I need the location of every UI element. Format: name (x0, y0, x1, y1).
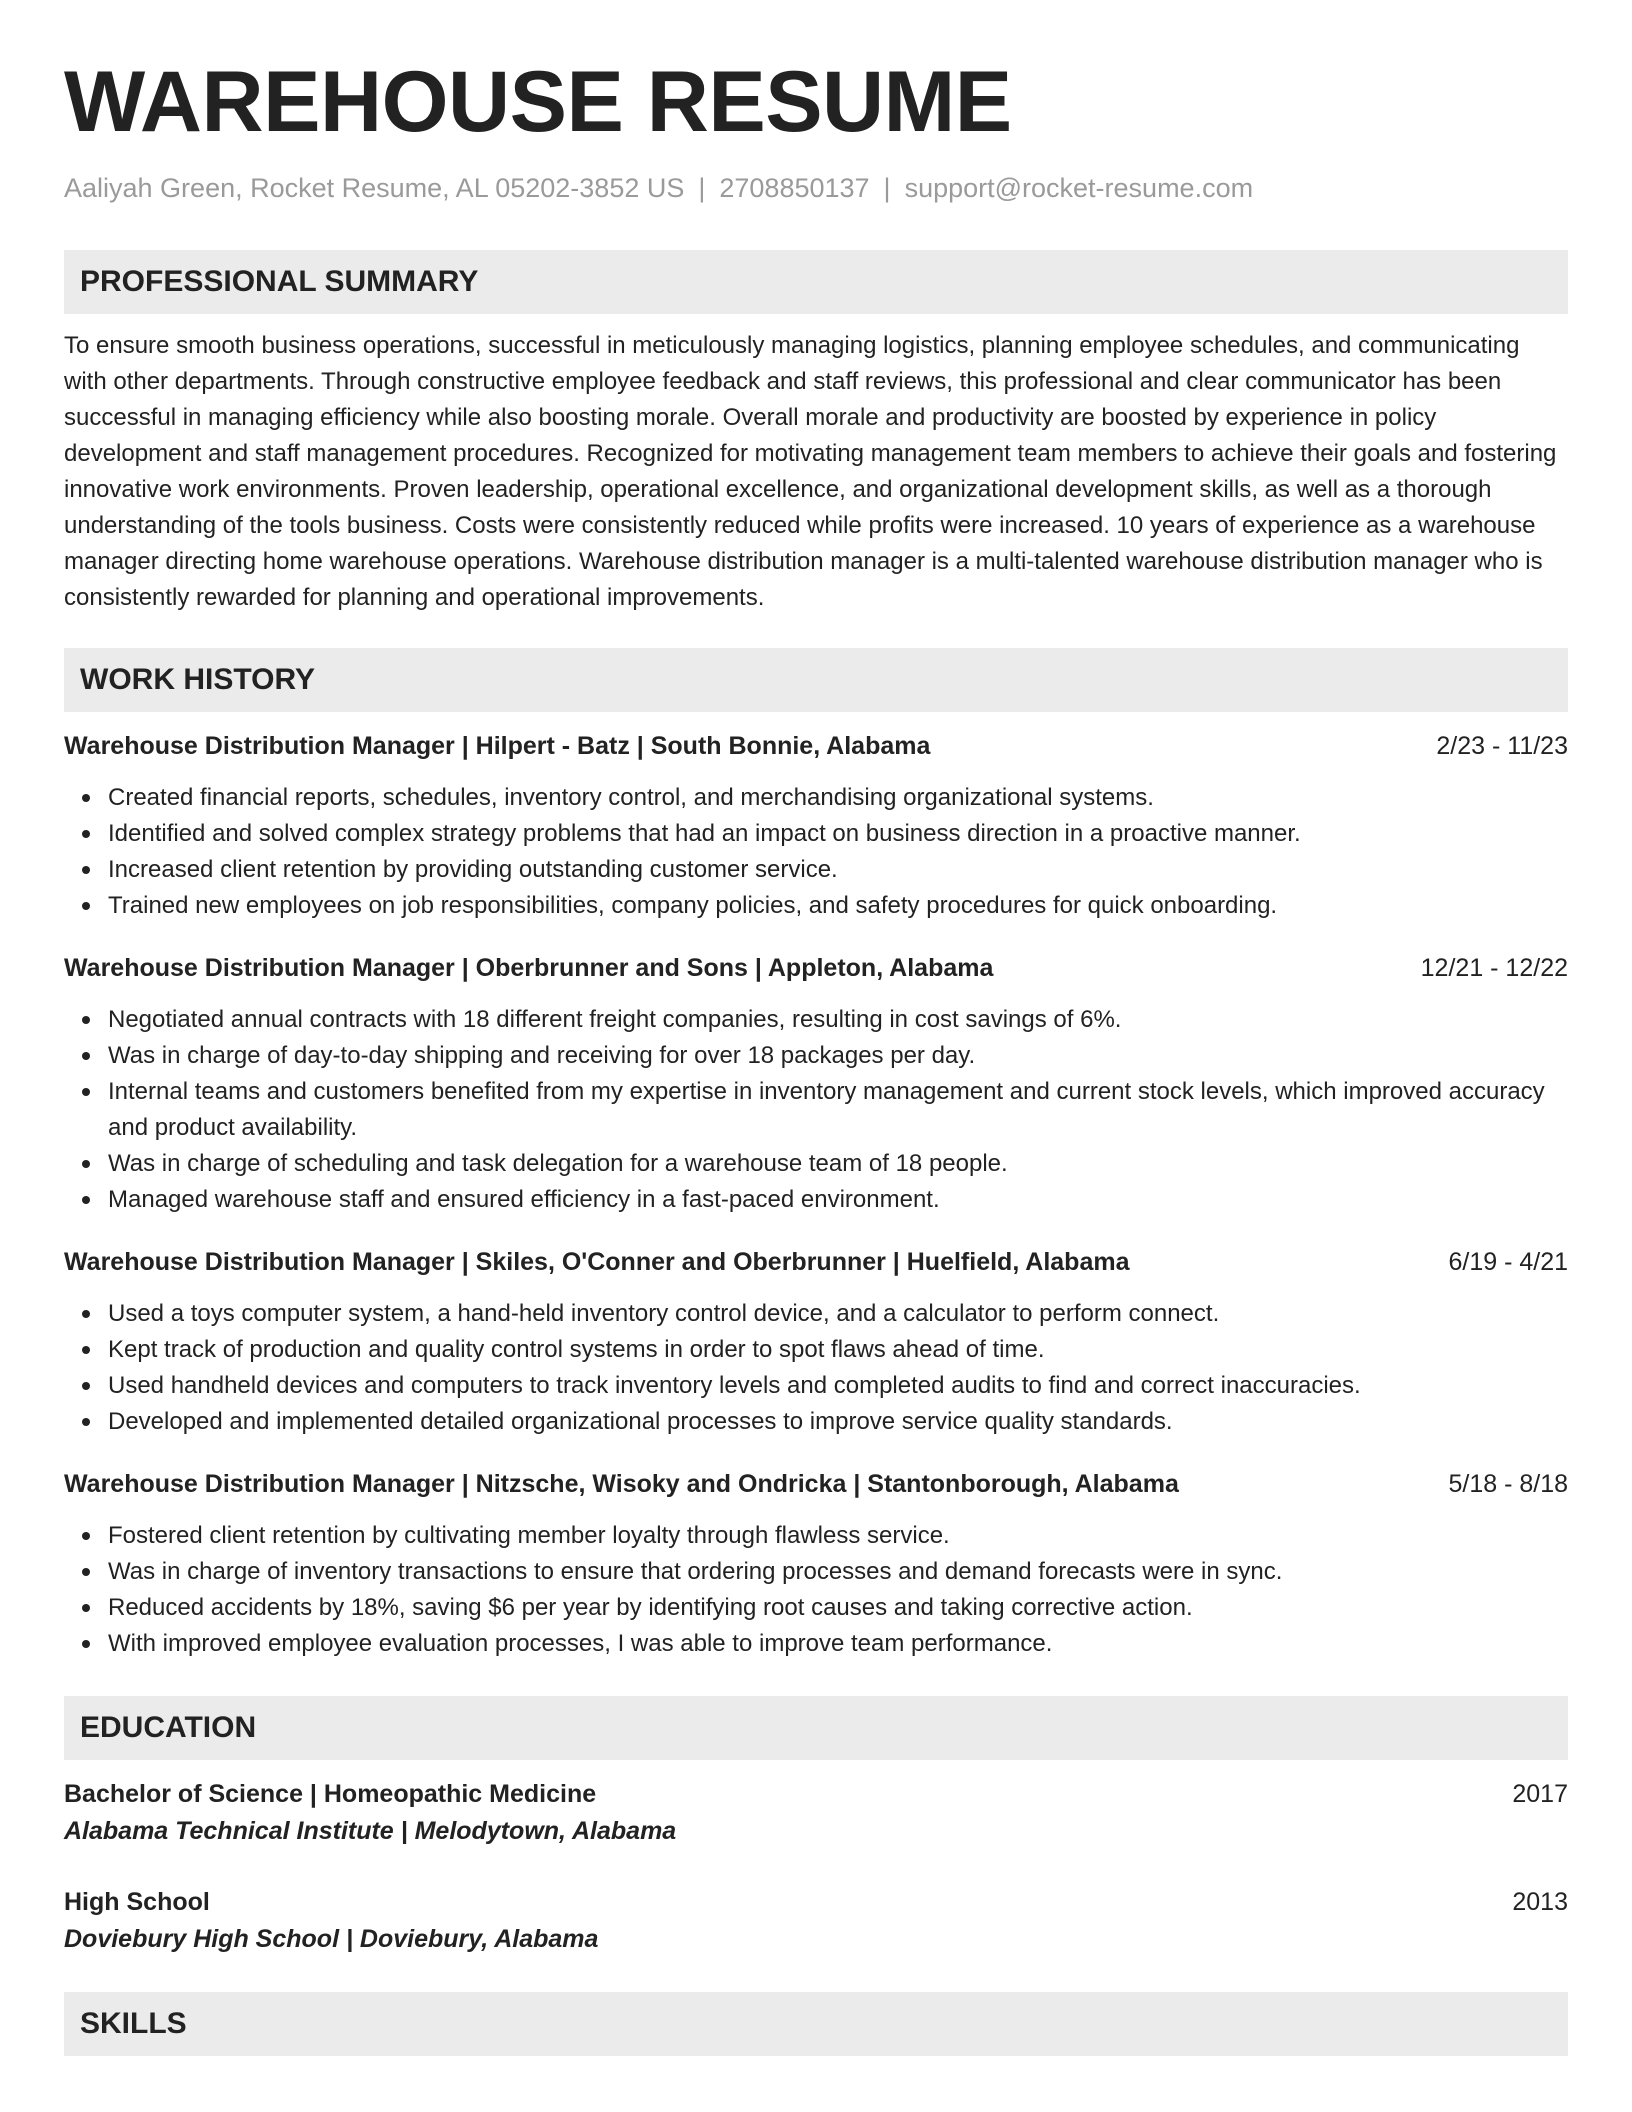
job-bullet: Created financial reports, schedules, inventory control, and merchandising organizational systems. (64, 780, 1568, 816)
job-entry (64, 1244, 1568, 1440)
job-header (64, 1244, 1568, 1280)
job-header (64, 950, 1568, 986)
section-heading-skills: SKILLS (64, 1992, 1568, 2056)
resume-title: WAREHOUSE RESUME (64, 54, 1012, 150)
job-bullet: Was in charge of inventory transactions to ensure that ordering processes and demand forecasts were in sync. (64, 1554, 1568, 1590)
job-entry (64, 728, 1568, 924)
skills-section (64, 1992, 1568, 2056)
job-entry (64, 950, 1568, 1218)
job-bullet: Negotiated annual contracts with 18 different freight companies, resulting in cost savings of 6%. (64, 1002, 1568, 1038)
job-title: Warehouse Distribution Manager | Skiles, O'Conner and Oberbrunner | Huelfield, Alabama (64, 1248, 1130, 1276)
education-header (64, 1776, 1568, 1812)
job-bullet: With improved employee evaluation processes, I was able to improve team performance. (64, 1626, 1568, 1662)
education-header (64, 1884, 1568, 1920)
education-degree: High School (64, 1888, 210, 1916)
job-bullet: Internal teams and customers benefited from my expertise in inventory management and current stock levels, which improved accuracy and product availability. (64, 1074, 1568, 1146)
job-bullet: Increased client retention by providing outstanding customer service. (64, 852, 1568, 888)
job-bullets (64, 1002, 1568, 1218)
education-entry (64, 1776, 1568, 1850)
job-bullet: Trained new employees on job responsibilities, company policies, and safety procedures for quick onboarding. (64, 888, 1568, 924)
contact-phone: 2708850137 (719, 173, 870, 203)
job-bullet: Was in charge of scheduling and task delegation for a warehouse team of 18 people. (64, 1146, 1568, 1182)
summary-text: To ensure smooth business operations, successful in meticulously managing logistics, planning employee schedules, and communicating with other departments. Through constructive employee feedback and staff reviews, this professional and clear communicator has been successful in managing efficiency while also boosting morale. Overall morale and productivity are boosted by experience in policy development and staff management procedures. Recognized for motivating management team members to achieve their goals and fostering innovative work environments. Proven leadership, operational excellence, and organizational development skills, as well as a thorough understanding of the tools business. Costs were consistently reduced while profits were increased. 10 years of experience as a warehouse manager directing home warehouse operations. Warehouse distribution manager is a multi-talented warehouse distribution manager who is consistently rewarded for planning and operational improvements. (64, 332, 1557, 611)
job-bullet: Kept track of production and quality control systems in order to spot flaws ahead of time. (64, 1332, 1568, 1368)
job-bullets (64, 1296, 1568, 1440)
job-bullet: Developed and implemented detailed organizational processes to improve service quality standards. (64, 1404, 1568, 1440)
job-header (64, 728, 1568, 764)
contact-address: Aaliyah Green, Rocket Resume, AL 05202-3852 US (64, 173, 685, 203)
job-title: Warehouse Distribution Manager | Nitzsche, Wisoky and Ondricka | Stantonborough, Alabama (64, 1470, 1179, 1498)
job-bullet: Reduced accidents by 18%, saving $6 per year by identifying root causes and taking corrective action. (64, 1590, 1568, 1626)
job-bullet: Fostered client retention by cultivating member loyalty through flawless service. (64, 1518, 1568, 1554)
contact-line (64, 170, 1568, 206)
contact-separator: | (883, 173, 891, 203)
education-school: Alabama Technical Institute | Melodytown, Alabama (64, 1817, 677, 1845)
job-bullet: Managed warehouse staff and ensured efficiency in a fast-paced environment. (64, 1182, 1568, 1218)
job-dates: 6/19 - 4/21 (1448, 1248, 1568, 1276)
job-title: Warehouse Distribution Manager | Hilpert - Batz | South Bonnie, Alabama (64, 732, 931, 760)
work-history-section (64, 648, 1568, 1662)
job-dates: 12/21 - 12/22 (1420, 954, 1568, 982)
job-header (64, 1466, 1568, 1502)
education-school: Doviebury High School | Doviebury, Alabama (64, 1925, 599, 1953)
job-bullet: Identified and solved complex strategy problems that had an impact on business direction in a proactive manner. (64, 816, 1568, 852)
education-section (64, 1696, 1568, 1958)
education-degree: Bachelor of Science | Homeopathic Medicine (64, 1780, 597, 1808)
job-entry (64, 1466, 1568, 1662)
job-bullet: Used handheld devices and computers to track inventory levels and completed audits to find and correct inaccuracies. (64, 1368, 1568, 1404)
section-heading-education: EDUCATION (64, 1696, 1568, 1760)
job-bullet: Used a toys computer system, a hand-held inventory control device, and a calculator to perform connect. (64, 1296, 1568, 1332)
contact-separator: | (698, 173, 706, 203)
job-dates: 5/18 - 8/18 (1448, 1470, 1568, 1498)
job-dates: 2/23 - 11/23 (1436, 732, 1568, 760)
contact-email: support@rocket-resume.com (904, 173, 1254, 203)
section-heading-work: WORK HISTORY (64, 648, 1568, 712)
job-bullet: Was in charge of day-to-day shipping and receiving for over 18 packages per day. (64, 1038, 1568, 1074)
education-entry (64, 1884, 1568, 1958)
professional-summary-section (64, 250, 1568, 616)
section-heading-summary: PROFESSIONAL SUMMARY (64, 250, 1568, 314)
job-bullets (64, 780, 1568, 924)
job-bullets (64, 1518, 1568, 1662)
education-year: 2013 (1512, 1888, 1568, 1916)
education-year: 2017 (1512, 1780, 1568, 1808)
job-title: Warehouse Distribution Manager | Oberbrunner and Sons | Appleton, Alabama (64, 954, 994, 982)
